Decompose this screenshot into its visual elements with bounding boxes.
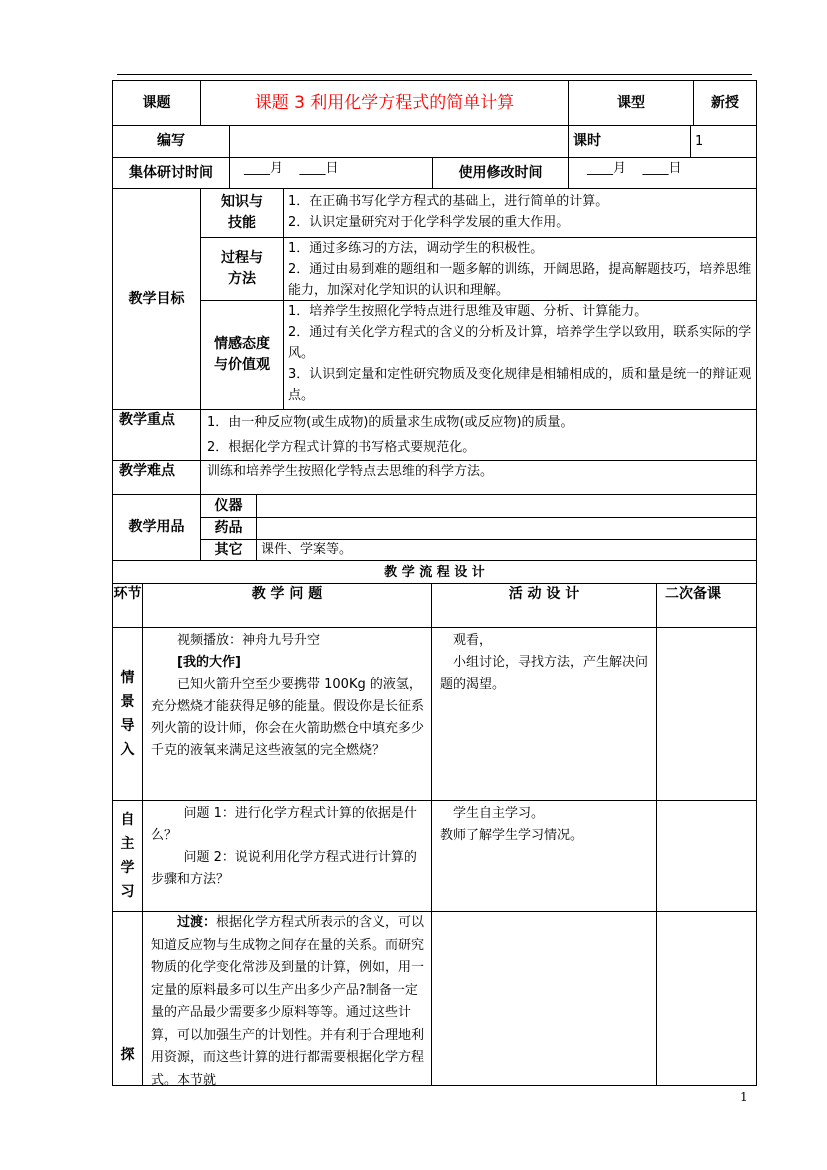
goal-label-knowledge: 知识与技能 <box>200 188 284 238</box>
material-value: 课件、学案等。 <box>256 539 757 561</box>
type-value: 新授 <box>693 80 757 126</box>
stage-char: 学 <box>120 860 135 876</box>
revise-label: 使用修改时间 <box>432 157 569 189</box>
flow-header-notes: 二次备课 <box>656 583 757 628</box>
difficulty-text: 训练和培养学生按照化学特点去思维的科学方法。 <box>200 460 757 495</box>
goal-knowledge <box>283 188 757 238</box>
difficulty-label: 教学难点 <box>112 460 201 495</box>
stage-activity <box>431 627 657 801</box>
material-label: 仪器 <box>200 494 257 518</box>
stage-char: 自 <box>120 812 135 828</box>
research-date: ____月 ____日 <box>229 157 433 189</box>
period-label: 课时 <box>568 125 691 158</box>
stage-char: 景 <box>120 694 135 710</box>
goal-process <box>283 237 757 301</box>
research-label: 集体研讨时间 <box>112 157 230 189</box>
activity-line: 教师了解学生学习情况。 <box>440 828 584 843</box>
goal-emotion <box>283 300 757 410</box>
problem-line: 已知火箭升空至少要携带 100Kg 的液氢，充分燃烧才能获得足够的能量。假设你是长征系列火箭的设计师，你会在火箭助燃仓中填充多少千克的液氧来满足这些液氢的完全燃烧？ <box>151 677 425 758</box>
stage-problem <box>142 911 432 1086</box>
goal-line: 3．认识到定量和定性研究物质及变化规律是相辅相成的，质和量是统一的辩证观点。 <box>288 367 752 403</box>
flow-header-stage: 环节 <box>112 583 143 628</box>
stage-label <box>112 911 143 1086</box>
material-value <box>256 517 757 540</box>
lesson-title: 课题 3 利用化学方程式的简单计算 <box>200 80 569 126</box>
flow-header-problem: 教 学 问 题 <box>142 583 432 628</box>
header-rule <box>117 74 752 75</box>
stage-problem <box>142 627 432 801</box>
stage-char: 主 <box>120 836 135 852</box>
type-label: 课型 <box>568 80 694 126</box>
problem-line: 问题 2：说说利用化学方程式进行计算的步骤和方法？ <box>151 850 417 887</box>
key-points-label: 教学重点 <box>112 409 201 461</box>
goals-label: 教学目标 <box>112 188 201 410</box>
transition-label: 过渡： <box>177 915 217 930</box>
goal-line: 2．通过有关化学方程式的含义的分析及计算，培养学生学以致用，联系实际的学风。 <box>288 325 752 361</box>
flow-title: 教 学 流 程 设 计 <box>112 560 757 584</box>
activity-line: 学生自主学习。 <box>453 806 545 821</box>
stage-label <box>112 627 143 801</box>
stage-problem <box>142 800 432 912</box>
material-label: 药品 <box>200 517 257 540</box>
key-points <box>200 409 757 461</box>
goal-line: 1．通过多练习的方法，调动学生的积极性。 <box>288 241 544 256</box>
goal-label-process: 过程与方法 <box>200 237 284 301</box>
stage-notes <box>656 800 757 912</box>
page-number: 1 <box>740 1090 748 1104</box>
period-value: 1 <box>690 125 757 158</box>
goal-line: 1．培养学生按照化学特点进行思维及审题、分析、计算能力。 <box>288 304 648 319</box>
problem-line: 根据化学方程式所表示的含义，可以知道反应物与生成物之间存在量的关系。而研究物质的化学变化常涉及到量的计算，例如，用一定量的原料最多可以生产出多少产品?制备一定量的产品最少需要多少原料等等。通过这些计算，可以加强生产的计划性。并有利于合理地利用资源，而这些计算的进行都需要根据化学方程式。本节就 <box>151 915 425 1088</box>
material-value <box>256 494 757 518</box>
material-label: 其它 <box>200 539 257 561</box>
stage-label <box>112 800 143 912</box>
topic-label: 课题 <box>112 80 201 126</box>
stage-activity <box>431 911 657 1086</box>
problem-line: 问题 1：进行化学方程式计算的依据是什么？ <box>151 806 417 843</box>
author-value <box>229 125 569 158</box>
activity-line: 观看， <box>453 633 493 648</box>
stage-char: 导 <box>120 718 135 734</box>
goal-line: 1．在正确书写化学方程式的基础上，进行简单的计算。 <box>288 194 609 209</box>
problem-line: 视频播放：神舟九号升空 <box>177 633 321 648</box>
stage-char: 入 <box>120 742 135 758</box>
goal-line: 2．通过由易到难的题组和一题多解的训练，开阔思路，提高解题技巧，培养思维能力，加深对化学知识的认识和理解。 <box>288 262 752 298</box>
goal-label-emotion: 情感态度与价值观 <box>200 300 284 410</box>
key-point-line: 2．根据化学方程式计算的书写格式要规范化。 <box>207 440 476 455</box>
problem-heading: [我的大作] <box>177 655 241 670</box>
materials-label: 教学用品 <box>112 494 201 561</box>
key-point-line: 1．由一种反应物(或生成物)的质量求生成物(或反应物)的质量。 <box>207 415 574 430</box>
stage-notes <box>656 911 757 1086</box>
stage-char: 探 <box>120 1047 135 1063</box>
stage-notes <box>656 627 757 801</box>
revise-date: ____月 ____日 <box>568 157 757 189</box>
activity-line: 小组讨论，寻找方法，产生解决问题的渴望。 <box>440 655 649 692</box>
stage-activity <box>431 800 657 912</box>
stage-char: 情 <box>120 670 135 686</box>
stage-char: 习 <box>120 884 135 900</box>
goal-line: 2．认识定量研究对于化学科学发展的重大作用。 <box>288 215 570 230</box>
flow-header-activity: 活 动 设 计 <box>431 583 657 628</box>
author-label: 编写 <box>112 125 230 158</box>
